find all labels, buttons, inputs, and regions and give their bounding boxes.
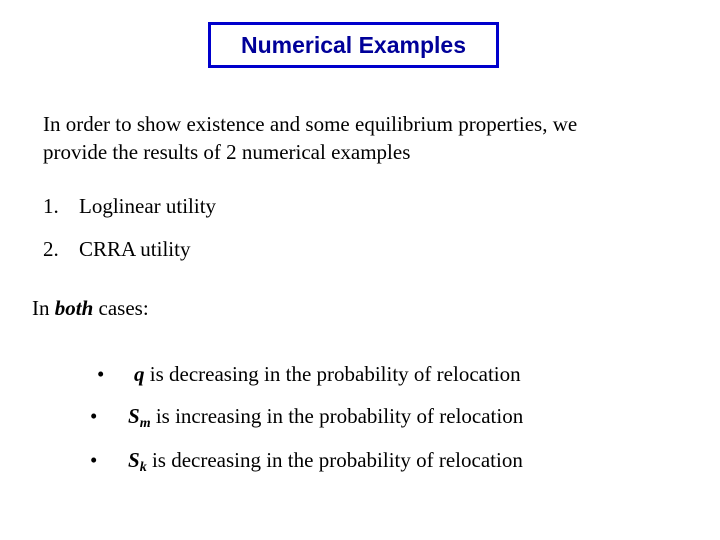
both-cases-heading (32, 294, 149, 322)
bullet-item-q (97, 360, 521, 388)
both-emphasis: both (54, 296, 94, 320)
bullet-text: is decreasing in the probability of relocation (146, 448, 523, 472)
numbered-item-loglinear (43, 192, 216, 220)
item-number: 1. (43, 194, 59, 218)
bullet-dot: • (90, 404, 98, 428)
both-suffix: cases: (93, 296, 149, 320)
slide-title: Numerical Examples (240, 31, 466, 58)
bullet-text: is decreasing in the probability of relocation (144, 362, 521, 386)
bullet-item-sk (90, 446, 523, 482)
bullet-dot: • (90, 448, 98, 472)
subscript-m: m (139, 416, 151, 431)
item-text: CRRA utility (79, 237, 191, 261)
variable-s: S (128, 404, 140, 428)
variable-q: q (134, 362, 145, 386)
bullet-text: is increasing in the probability of relocation (150, 404, 524, 428)
both-prefix: In (32, 296, 55, 320)
title-box (208, 22, 499, 68)
item-text: Loglinear utility (79, 194, 217, 218)
intro-line-1: In order to show existence and some equilibrium properties, we (43, 112, 578, 136)
bullet-dot: • (97, 362, 105, 386)
numbered-item-crra (43, 235, 190, 263)
item-number: 2. (43, 237, 59, 261)
variable-s: S (128, 448, 140, 472)
intro-line-2: provide the results of 2 numerical examples (43, 140, 411, 164)
intro-paragraph (43, 110, 703, 166)
bullet-item-sm (90, 402, 523, 438)
subscript-k: k (139, 460, 147, 475)
